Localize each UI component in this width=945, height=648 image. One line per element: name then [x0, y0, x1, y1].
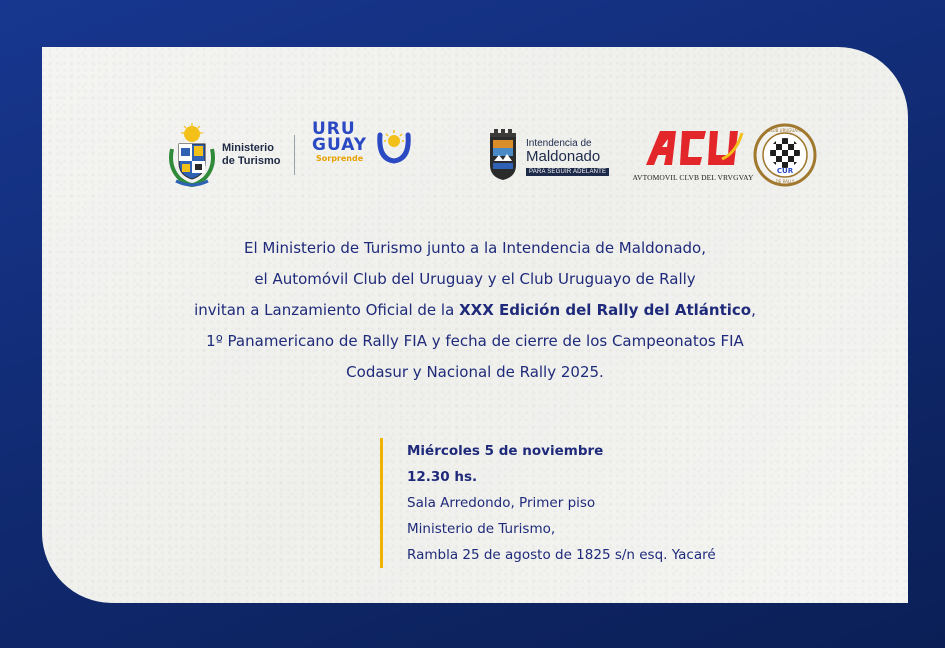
ministerio-line1: Ministerio: [222, 142, 274, 154]
maldonado-line1: Intendencia de: [526, 138, 592, 149]
acu-mark-icon: [632, 125, 754, 171]
invite-line-1: El Ministerio de Turismo junto a la Intendencia de Maldonado,: [244, 239, 706, 257]
maldonado-line2: Maldonado: [526, 148, 601, 165]
uruguay-sorprende-logo: [312, 121, 370, 185]
logo-row: [42, 117, 908, 197]
ministerio-turismo-logo: [166, 123, 296, 189]
invite-line-5: Codasur y Nacional de Rally 2025.: [346, 363, 604, 381]
event-venue: Ministerio de Turismo,: [407, 521, 556, 537]
maldonado-tagline: PARA SEGUIR ADELANTE: [526, 168, 609, 176]
checkered-badge-icon: [753, 123, 817, 187]
event-time: 12.30 hs.: [407, 469, 478, 485]
event-room: Sala Arredondo, Primer piso: [407, 495, 596, 511]
svg-text:CUR: CUR: [776, 167, 794, 175]
invite-line-4: 1º Panamericano de Rally FIA y fecha de cierre de los Campeonatos FIA: [206, 332, 744, 350]
invite-line-3-post: ,: [751, 301, 756, 319]
invite-line-2: el Automóvil Club del Uruguay y el Club Uruguayo de Rally: [254, 270, 696, 288]
event-address: Rambla 25 de agosto de 1825 s/n esq. Yacaré: [407, 547, 716, 563]
event-name: XXX Edición del Rally del Atlántico: [459, 301, 752, 319]
coat-of-arms-icon: [166, 123, 218, 189]
castle-shield-icon: [486, 127, 520, 181]
logo-divider: [294, 135, 295, 175]
invite-line-3: [42, 295, 908, 326]
event-date: Miércoles 5 de noviembre: [407, 443, 604, 459]
uruguay-tagline: Sorprende: [316, 154, 364, 163]
automovil-club-logo: [632, 125, 754, 185]
event-details: [380, 438, 716, 568]
club-uruguayo-rally-logo: [753, 123, 817, 187]
invite-line-3-pre: invitan a Lanzamiento Oficial de la: [194, 301, 460, 319]
sun-emblem-icon: [374, 125, 414, 169]
rally-ring-bottom: DE RALLY: [775, 179, 795, 184]
invitation-text: [42, 233, 908, 388]
rally-ring-top: CLUB URUGUAYO: [767, 128, 803, 133]
invitation-card: [42, 47, 908, 603]
uruguay-line2: GUAY: [312, 135, 368, 155]
intendencia-maldonado-logo: [486, 127, 616, 185]
uruguay-line1: URU: [312, 119, 356, 139]
ministerio-line2: de Turismo: [222, 155, 281, 167]
acu-caption: AVTOMOVIL CLVB DEL VRVGVAY: [632, 173, 754, 182]
